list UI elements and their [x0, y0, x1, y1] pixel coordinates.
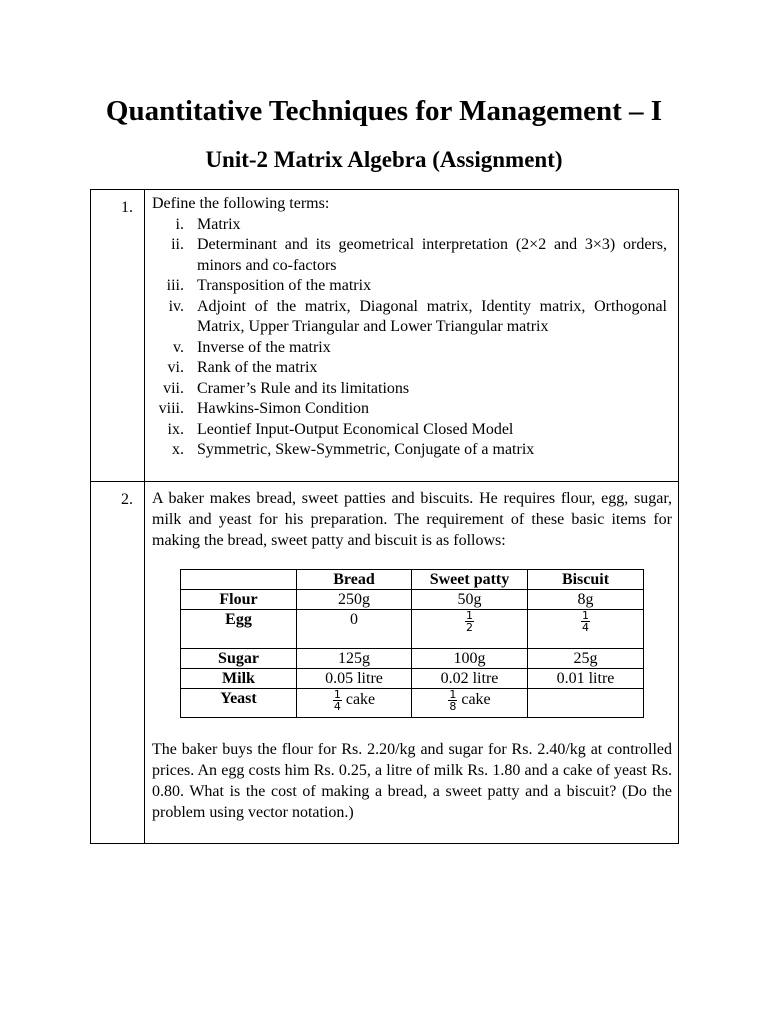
table-cell [528, 689, 644, 718]
table-cell: 100g [412, 649, 528, 669]
table-cell: 50g [412, 590, 528, 610]
row-header: Flour [181, 590, 297, 610]
row-header: Egg [181, 610, 297, 649]
row-header: Yeast [181, 689, 297, 718]
question-number-cell [91, 190, 145, 482]
table-cell: 250g [297, 590, 412, 610]
definitions-list [152, 215, 678, 461]
list-item-numeral: ii. [171, 236, 184, 253]
list-item [152, 338, 678, 359]
fraction-denominator: 4 [582, 621, 589, 634]
question-row-1 [91, 190, 679, 482]
list-item-numeral: iv. [168, 297, 184, 315]
unit-label: cake [461, 691, 491, 709]
list-item-numeral: viii. [158, 400, 184, 417]
fraction-denominator: 4 [333, 700, 341, 713]
list-item [152, 420, 678, 441]
list-item-text: Inverse of the matrix [197, 338, 331, 356]
table-cell: 125g [297, 649, 412, 669]
fraction-numerator: 1 [466, 609, 473, 622]
question-intro: A baker makes bread, sweet patties and biscuits. He requires flour, egg, sugar, milk and yeast for his preparation. The requirement of these basic items for making the bread, sweet patty and biscuit is as follows: [152, 490, 672, 549]
list-item-text: Adjoint of the matrix, Diagonal matrix, Identity matrix, Orthogonal Matrix, Upper Triangular and Lower Triangular matrix [197, 297, 667, 335]
table-row [181, 610, 644, 649]
column-header [181, 570, 297, 590]
question-closing: The baker buys the flour for Rs. 2.20/kg and sugar for Rs. 2.40/kg at controlled prices. An egg costs him Rs. 0.25, a litre of milk Rs. 1.80 and a cake of yeast Rs. 0.80. What is the cost of making a bread, a sweet patty and a biscuit? (Do the problem using vector notation.) [152, 741, 672, 821]
list-item-numeral: iii. [166, 277, 184, 294]
row-header: Sugar [181, 649, 297, 669]
table-cell: 0.05 litre [297, 669, 412, 689]
page-subtitle: Unit-2 Matrix Algebra (Assignment) [205, 147, 563, 172]
question-number: 1. [121, 199, 133, 216]
fraction [465, 610, 474, 633]
table-cell [412, 610, 528, 649]
list-item-numeral: v. [173, 338, 184, 356]
list-item-text: Rank of the matrix [197, 359, 318, 376]
table-cell: 0 [297, 610, 412, 649]
question-number-cell [91, 482, 145, 844]
column-header: Bread [297, 570, 412, 590]
list-item [152, 276, 678, 297]
list-item-text: Determinant and its geometrical interpretation (2×2 and 3×3) orders, minors and co-factors [197, 236, 667, 274]
table-row [181, 689, 644, 718]
table-cell: 0.02 litre [412, 669, 528, 689]
question-lead: Define the following terms: [152, 195, 330, 212]
list-item-text: Leontief Input-Output Economical Closed Model [197, 420, 514, 438]
list-item-numeral: ix. [167, 420, 184, 438]
assignment-table [90, 189, 679, 844]
table-cell [412, 689, 528, 718]
question-row-2 [91, 482, 679, 844]
table-header-row [181, 570, 644, 590]
fraction [333, 689, 342, 712]
list-item-numeral: x. [172, 441, 184, 458]
table-row [181, 590, 644, 610]
question-body [145, 190, 679, 482]
list-item [152, 215, 678, 236]
list-item-numeral: i. [175, 215, 184, 233]
column-header: Biscuit [528, 570, 644, 590]
table-cell [528, 610, 644, 649]
list-item [152, 297, 678, 338]
fraction [581, 610, 590, 633]
page-title: Quantitative Techniques for Management – I [105, 95, 663, 127]
list-item-text: Transposition of the matrix [197, 277, 372, 294]
ingredients-table [180, 569, 644, 718]
unit-label: cake [345, 691, 376, 709]
table-cell: 25g [528, 649, 644, 669]
question-number: 2. [121, 491, 133, 508]
table-cell [297, 689, 412, 718]
list-item [152, 440, 678, 461]
list-item-text: Cramer’s Rule and its limitations [197, 379, 410, 397]
table-row [181, 649, 644, 669]
list-item-text: Hawkins-Simon Condition [197, 400, 370, 417]
list-item-text: Symmetric, Skew-Symmetric, Conjugate of a matrix [197, 441, 535, 458]
list-item-numeral: vii. [163, 379, 184, 397]
question-body [145, 482, 679, 844]
list-item [152, 379, 678, 400]
fraction-numerator: 1 [449, 688, 457, 701]
fraction-numerator: 1 [333, 688, 341, 701]
fraction [448, 689, 457, 712]
fraction-numerator: 1 [582, 609, 589, 622]
row-header: Milk [181, 669, 297, 689]
fraction-denominator: 2 [466, 621, 473, 634]
fraction-denominator: 8 [449, 700, 457, 713]
column-header: Sweet patty [412, 570, 528, 590]
list-item [152, 399, 678, 420]
list-item-text: Matrix [197, 215, 241, 233]
table-cell: 8g [528, 590, 644, 610]
list-item [152, 235, 678, 276]
list-item [152, 358, 678, 379]
table-cell: 0.01 litre [528, 669, 644, 689]
table-row [181, 669, 644, 689]
list-item-numeral: vi. [167, 359, 184, 376]
